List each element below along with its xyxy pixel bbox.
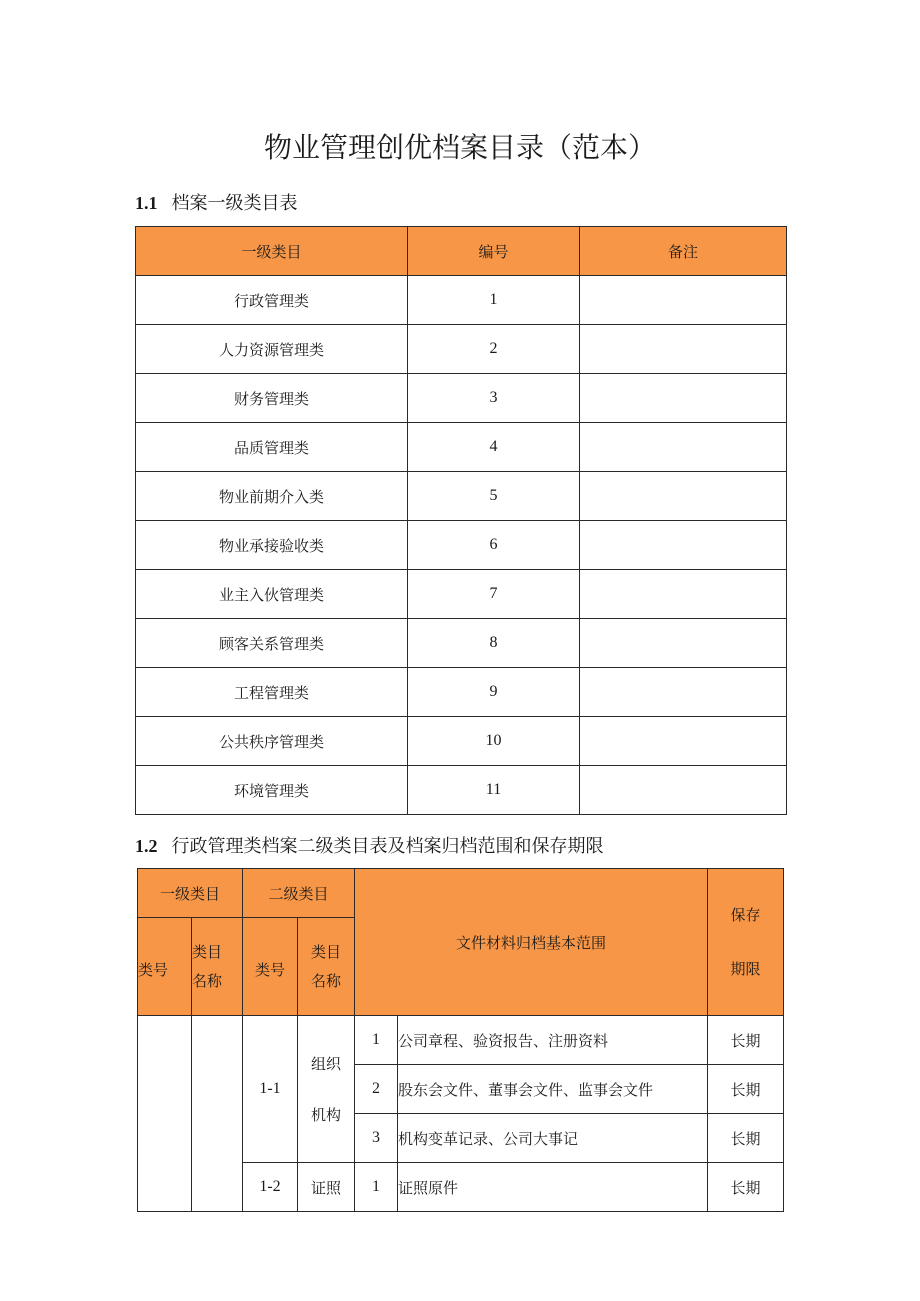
table-row bbox=[136, 717, 787, 766]
subcategory-code: 1-2 bbox=[243, 1163, 298, 1212]
category-name: 业主入伙管理类 bbox=[136, 570, 408, 619]
category-number: 1 bbox=[408, 276, 580, 325]
category-note bbox=[580, 766, 787, 815]
category-name: 顾客关系管理类 bbox=[136, 619, 408, 668]
table-row bbox=[136, 619, 787, 668]
category-number: 6 bbox=[408, 521, 580, 570]
admin-subcategory-table bbox=[137, 868, 784, 1212]
header-scope: 文件材料归档基本范围 bbox=[355, 869, 708, 1016]
category-note bbox=[580, 521, 787, 570]
item-retention: 长期 bbox=[708, 1065, 784, 1114]
item-text: 机构变革记录、公司大事记 bbox=[398, 1114, 708, 1163]
item-number: 1 bbox=[355, 1163, 398, 1212]
table-row bbox=[136, 325, 787, 374]
item-text: 证照原件 bbox=[398, 1163, 708, 1212]
table-row bbox=[136, 374, 787, 423]
category-name: 品质管理类 bbox=[136, 423, 408, 472]
section-text: 档案一级类目表 bbox=[171, 193, 298, 214]
item-retention: 长期 bbox=[708, 1016, 784, 1065]
header-category-name-line2: 名称 bbox=[192, 971, 223, 990]
table-row bbox=[138, 1016, 784, 1065]
category-note bbox=[580, 619, 787, 668]
category-number: 9 bbox=[408, 668, 580, 717]
category-note bbox=[580, 325, 787, 374]
subcategory-name bbox=[298, 1016, 355, 1163]
category-no-cell bbox=[138, 1016, 192, 1212]
header-level1: 一级类目 bbox=[138, 869, 243, 918]
header-subcategory-name-line1: 类目 bbox=[311, 942, 342, 961]
category-name-cell bbox=[192, 1016, 243, 1212]
header-retention bbox=[708, 869, 784, 1016]
category-name: 人力资源管理类 bbox=[136, 325, 408, 374]
category-note bbox=[580, 717, 787, 766]
section-number: 1.1 bbox=[135, 193, 158, 213]
item-retention: 长期 bbox=[708, 1163, 784, 1212]
category-number: 10 bbox=[408, 717, 580, 766]
section-heading-2 bbox=[135, 832, 604, 858]
category-note bbox=[580, 472, 787, 521]
category-name: 环境管理类 bbox=[136, 766, 408, 815]
header-level1-category: 一级类目 bbox=[136, 227, 408, 276]
table-row bbox=[136, 521, 787, 570]
category-name: 工程管理类 bbox=[136, 668, 408, 717]
subcategory-name: 证照 bbox=[298, 1163, 355, 1212]
level1-category-table bbox=[135, 226, 787, 815]
item-text: 股东会文件、董事会文件、监事会文件 bbox=[398, 1065, 708, 1114]
header-category-name bbox=[192, 918, 243, 1016]
header-category-no: 类号 bbox=[138, 918, 192, 1016]
category-number: 3 bbox=[408, 374, 580, 423]
category-number: 2 bbox=[408, 325, 580, 374]
subcategory-code: 1-1 bbox=[243, 1016, 298, 1163]
header-number: 编号 bbox=[408, 227, 580, 276]
item-number: 2 bbox=[355, 1065, 398, 1114]
table-row bbox=[136, 276, 787, 325]
header-level2: 二级类目 bbox=[243, 869, 355, 918]
category-name: 物业承接验收类 bbox=[136, 521, 408, 570]
section-number: 1.2 bbox=[135, 836, 158, 856]
header-remarks: 备注 bbox=[580, 227, 787, 276]
table-header-row bbox=[136, 227, 787, 276]
item-number: 1 bbox=[355, 1016, 398, 1065]
category-number: 5 bbox=[408, 472, 580, 521]
category-number: 7 bbox=[408, 570, 580, 619]
category-name: 行政管理类 bbox=[136, 276, 408, 325]
header-subcategory-no: 类号 bbox=[243, 918, 298, 1016]
category-note bbox=[580, 668, 787, 717]
header-subcategory-name-line2: 名称 bbox=[311, 971, 342, 990]
header-retention-line2: 期限 bbox=[730, 959, 761, 978]
category-number: 8 bbox=[408, 619, 580, 668]
table-row bbox=[136, 423, 787, 472]
table-row bbox=[136, 766, 787, 815]
category-number: 11 bbox=[408, 766, 580, 815]
header-category-name-line1: 类目 bbox=[192, 942, 223, 961]
subcategory-name-line2: 机构 bbox=[311, 1106, 342, 1124]
category-note bbox=[580, 423, 787, 472]
category-name: 财务管理类 bbox=[136, 374, 408, 423]
category-note bbox=[580, 570, 787, 619]
section-text: 行政管理类档案二级类目表及档案归档范围和保存期限 bbox=[171, 836, 604, 857]
category-note bbox=[580, 374, 787, 423]
table-row bbox=[136, 472, 787, 521]
item-text: 公司章程、验资报告、注册资料 bbox=[398, 1016, 708, 1065]
document-title: 物业管理创优档案目录（范本） bbox=[263, 131, 656, 164]
header-retention-line1: 保存 bbox=[730, 905, 761, 924]
table-row bbox=[136, 570, 787, 619]
category-name: 公共秩序管理类 bbox=[136, 717, 408, 766]
category-note bbox=[580, 276, 787, 325]
header-row-1 bbox=[138, 869, 784, 918]
table-row bbox=[136, 668, 787, 717]
subcategory-name-line1: 组织 bbox=[311, 1055, 342, 1073]
item-number: 3 bbox=[355, 1114, 398, 1163]
item-retention: 长期 bbox=[708, 1114, 784, 1163]
header-subcategory-name bbox=[298, 918, 355, 1016]
section-heading-1 bbox=[135, 189, 298, 215]
category-number: 4 bbox=[408, 423, 580, 472]
category-name: 物业前期介入类 bbox=[136, 472, 408, 521]
